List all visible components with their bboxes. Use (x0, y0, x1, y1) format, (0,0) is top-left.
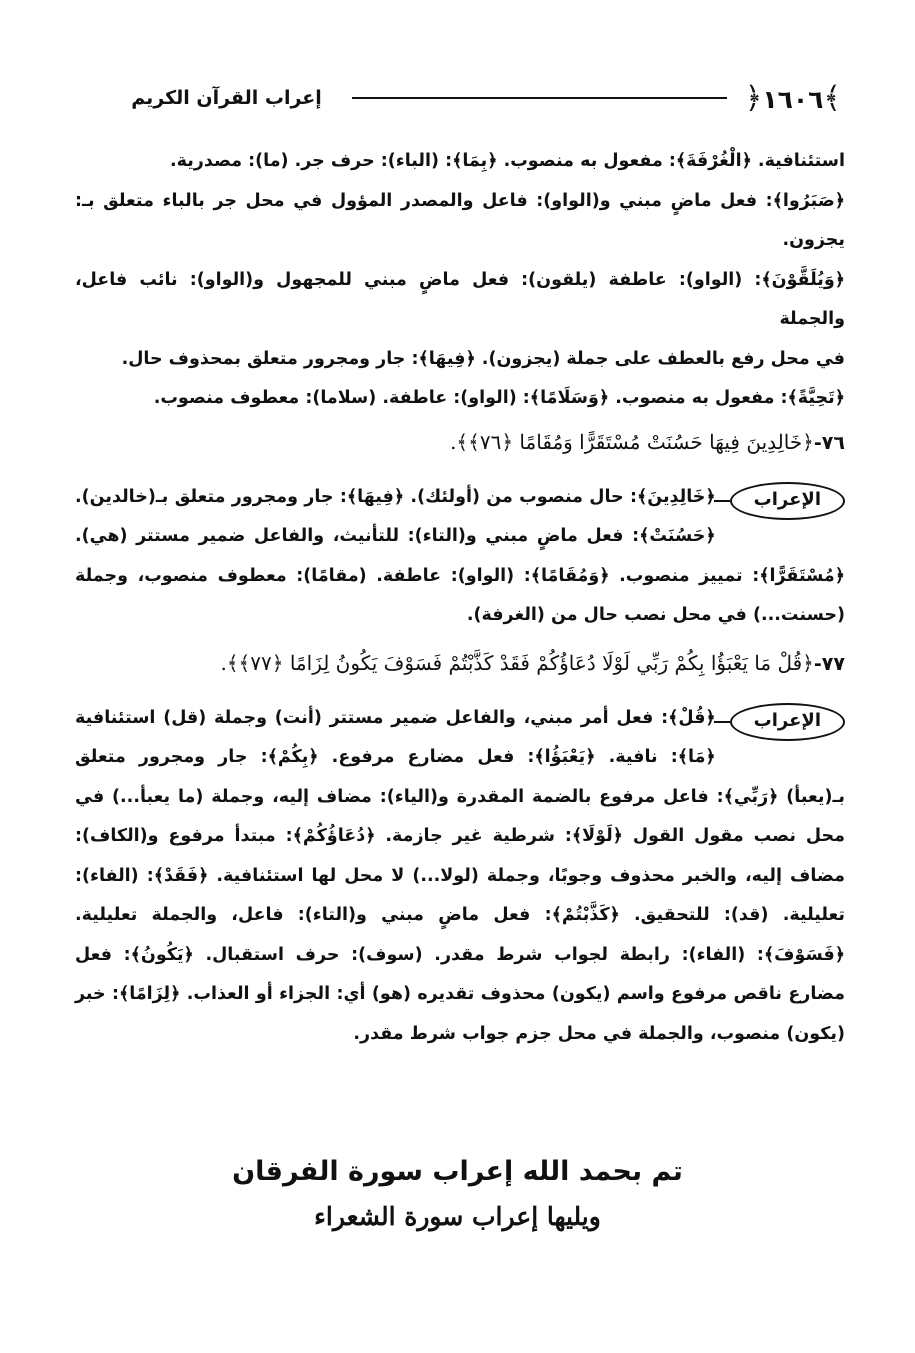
irab-text: ﴿خَالِدِينَ﴾: حال منصوب من (أولئك). ﴿فِيهَا﴾: جار ومجرور متعلق بـ(خالدين). ﴿حَسُنَتْ﴾: فعل ماضٍ مبني و(التاء): للتأنيث، والفاعل ضمير مستتر (هي). ﴿مُسْتَقَرًّا﴾: تمييز منصوب. ﴿وَمُقَامًا﴾: (الواو): عاطفة. (مقامًا): معطوف منصوب، وجملة (حسنت...) في محل نصب حال من (الغرفة). (75, 486, 845, 625)
page-header (78, 70, 845, 126)
intro-line: ﴿وَيُلَقَّوْنَ﴾: (الواو): عاطفة (يلقون): فعل ماضٍ مبني للمجهول و(الواو): نائب فاعل، والجملة (75, 269, 845, 329)
header-rule (352, 97, 727, 99)
closing-line-2: ويليها إعراب سورة الشعراء (314, 1202, 601, 1231)
irab-block-77 (75, 699, 845, 1055)
closing-line-1: تم بحمد الله إعراب سورة الفرقان (232, 1156, 683, 1187)
verse-number: ٧٦- (813, 431, 845, 454)
verse-77 (75, 642, 845, 685)
closing-note (0, 1150, 915, 1240)
intro-line: ﴿تَحِيَّةً﴾: مفعول به منصوب. ﴿وَسَلَامًا﴾: (الواو): عاطفة. (سلاما): معطوف منصوب. (153, 388, 845, 408)
book-title: إعراب القرآن الكريم (131, 87, 322, 109)
intro-line: ﴿صَبَرُوا﴾: فعل ماضٍ مبني و(الواو): فاعل والمصدر المؤول في محل جر بالباء متعلق بـ: يجزون. (75, 190, 845, 250)
verse-76 (75, 421, 845, 464)
page-body (75, 142, 845, 1054)
verse-text: ﴿خَالِدِينَ فِيهَا حَسُنَتْ مُسْتَقَرًّا وَمُقَامًا ﴿٧٦﴾﴾. (450, 429, 814, 454)
irab-text: ﴿قُلْ﴾: فعل أمر مبني، والفاعل ضمير مستتر (أنت) وجملة (قل) استئنافية ﴿مَا﴾: نافية. ﴿يَعْبَؤُا﴾: فعل مضارع مرفوع. ﴿بِكُمْ﴾: جار ومجرور متعلق بـ(يعبأ) ﴿رَبِّي﴾: فاعل مرفوع بالضمة المقدرة و(الياء): مضاف إليه، وجملة (ما يعبأ...) في محل نصب مقول القول ﴿لَوْلَا﴾: شرطية غير جازمة. ﴿دُعَاؤُكُمْ﴾: مبتدأ مرفوع و(الكاف): مضاف إليه، والخبر محذوف وجوبًا، وجملة (لولا...) لا محل لها استئنافية. ﴿فَقَدْ﴾: (الفاء): تعليلية. (قد): للتحقيق. ﴿كَذَّبْتُمْ﴾: فعل ماضٍ مبني و(التاء): فاعل، والجملة تعليلية. ﴿فَسَوْفَ﴾: (الفاء): رابطة لجواب شرط مقدر. (سوف): حرف استقبال. ﴿يَكُونُ﴾: فعل مضارع ناقص مرفوع واسم (يكون) محذوف تقديره (هو) أي: الجزاء أو العذاب. ﴿لِزَامًا﴾: خبر (يكون) منصوب، والجملة في محل جزم جواب شرط مقدر. (75, 707, 845, 1044)
intro-line: في محل رفع بالعطف على جملة (يجزون). ﴿فِيهَا﴾: جار ومجرور متعلق بمحذوف حال. (121, 348, 845, 369)
verse-number: ٧٧- (813, 652, 845, 675)
irab-label: الإعراب (730, 482, 845, 520)
irab-block-76 (75, 478, 845, 636)
page-number: ﴾١٦٠٦﴿ (744, 80, 841, 116)
intro-line: استئنافية. ﴿الْغُرْفَةَ﴾: مفعول به منصوب. ﴿بِمَا﴾: (الباء): حرف جر. (ما): مصدرية. (169, 151, 845, 171)
verse-text: ﴿قُلْ مَا يَعْبَؤُا بِكُمْ رَبِّي لَوْلَا دُعَاؤُكُمْ فَقَدْ كَذَّبْتُمْ فَسَوْفَ يَكُونُ لِزَامًا ﴿٧٧﴾﴾. (220, 650, 814, 675)
irab-label: الإعراب (730, 703, 845, 741)
